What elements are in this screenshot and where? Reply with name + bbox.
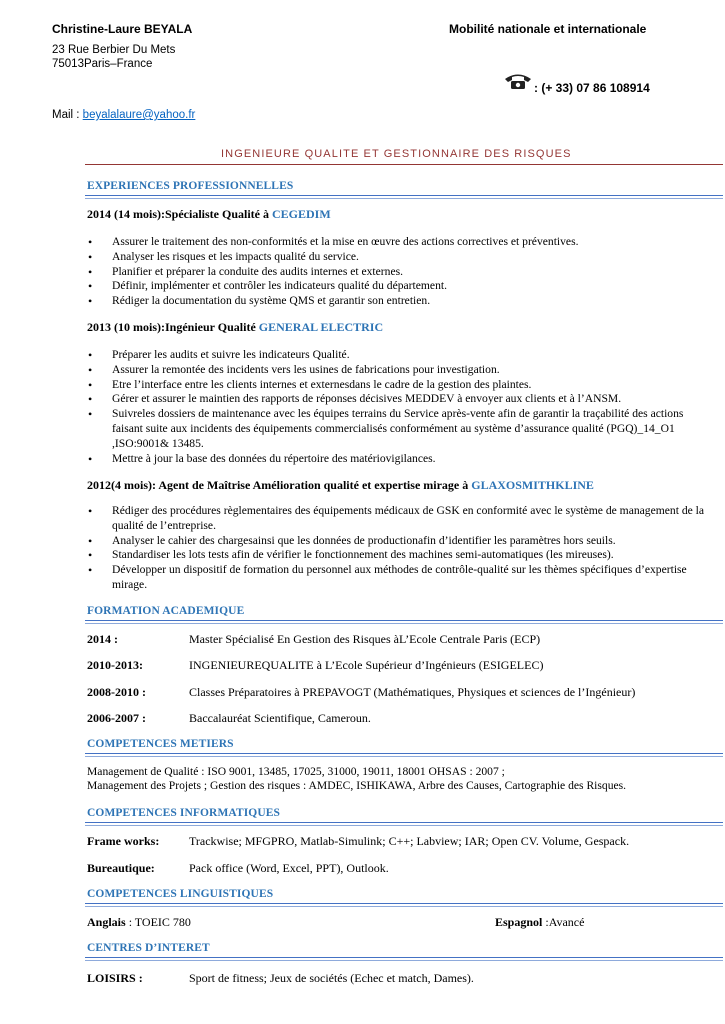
mobility-text: Mobilité nationale et internationale: [449, 22, 647, 36]
list-item: • Assurer le traitement des non-conformités et la mise en œuvre des actions correctives et préventives.: [85, 235, 715, 250]
address-line-1: 23 Rue Berbier Du Mets: [52, 44, 176, 56]
job-3-bullets: [85, 504, 715, 593]
espagnol-value: :Avancé: [542, 915, 585, 929]
formation-text-2: INGENIEUREQUALITE à L’Ecole Supérieur d’Ingénieurs (ESIGELEC): [189, 658, 544, 672]
address-line-2: 75013Paris–France: [52, 58, 153, 70]
list-item: • Assurer la remontée des incidents vers les usines de fabrications pour investigation.: [85, 363, 715, 378]
metiers-line-1: Management de Qualité : ISO 9001, 13485, 17025, 31000, 19011, 18001 OHSAS : 2007 ;: [87, 765, 505, 778]
list-item: • Rédiger des procédures règlementaires des équipements médicaux de GSK en conformité avec le système de management de la qualité de l’entreprise.: [85, 504, 715, 534]
frameworks-text: Trackwise; MFGPRO, Matlab-Simulink; C++; Labview; IAR; Open CV. Volume, Gespack.: [189, 834, 630, 848]
list-item: • Standardiser les lots tests afin de vérifier le fonctionnement des machines semi-automatiques (les mireuses).: [85, 548, 715, 563]
job-title-1-text: 2014 (14 mois):Spécialiste Qualité à: [87, 207, 272, 221]
formation-text-3: Classes Préparatoires à PREPAVOGT (Mathématiques, Physiques et sciences de l’Ingénieur): [189, 685, 636, 699]
job-company-2: GENERAL ELECTRIC: [258, 320, 384, 334]
mail-label: Mail :: [52, 109, 83, 121]
formation-year-1: 2014 :: [87, 632, 118, 646]
job-title-2-text: 2013 (10 mois):Ingénieur Qualité: [87, 320, 259, 334]
list-item: • Gérer et assurer le maintien des rapports de réponses décisives MEDDEV à envoyer aux clients et à l’ANSM.: [85, 392, 715, 407]
bureautique-label: Bureautique:: [87, 861, 155, 875]
list-item: • Mettre à jour la base des données du répertoire des matériovigilances.: [85, 452, 715, 467]
job-title-2: [87, 320, 383, 335]
list-item: • Planifier et préparer la conduite des audits internes et externes.: [85, 265, 715, 280]
list-item: • Etre l’interface entre les clients internes et externesdans le cadre de la gestion des plaintes.: [85, 378, 715, 393]
interets-heading: CENTRES D’INTERET: [87, 942, 210, 954]
formation-year-3: 2008-2010 :: [87, 685, 146, 699]
formation-year-4: 2006-2007 :: [87, 711, 146, 725]
job-title-3-text: 2012(4 mois): Agent de Maîtrise Amélioration qualité et expertise mirage à: [87, 478, 472, 492]
metiers-heading: COMPETENCES METIERS: [87, 738, 234, 750]
informatiques-rule: [85, 822, 723, 826]
job-1-bullets: [85, 235, 715, 309]
metiers-line-2: Management des Projets ; Gestion des risques : AMDEC, ISHIKAWA, Arbre des Causes, Cartographie des Risques.: [87, 779, 627, 792]
formation-year-2: 2010-2013:: [87, 658, 143, 672]
formation-heading: FORMATION ACADEMIQUE: [87, 605, 245, 617]
interets-rule: [85, 957, 723, 961]
list-item: • Définir, implémenter et contrôler les indicateurs qualité du département.: [85, 279, 715, 294]
list-item: • Développer un dispositif de formation du personnel aux méthodes de contrôle-qualité sur les thèmes spécifiques d’expertise mirage.: [85, 563, 715, 593]
anglais-row: [87, 915, 191, 930]
loisirs-text: Sport de fitness; Jeux de sociétés (Echec et match, Dames).: [189, 971, 474, 985]
list-item: • Rédiger la documentation du système QMS et garantir son entretien.: [85, 294, 715, 309]
mail-row: [52, 109, 195, 121]
job-title-1: [87, 207, 331, 222]
job-title-3: [87, 478, 594, 493]
experience-heading: EXPERIENCES PROFESSIONNELLES: [87, 180, 294, 192]
job-company-1: CEGEDIM: [271, 207, 331, 221]
linguistiques-rule: [85, 903, 723, 907]
espagnol-row: [495, 915, 584, 930]
mail-link[interactable]: beyalalaure@yahoo.fr: [82, 109, 196, 121]
frameworks-label: Frame works:: [87, 834, 160, 848]
title-rule: [85, 164, 723, 165]
anglais-value: : TOEIC 780: [125, 915, 191, 929]
candidate-name: Christine-Laure BEYALA: [52, 22, 193, 36]
telephone-icon: [503, 72, 533, 94]
job-2-bullets: [85, 348, 715, 466]
bureautique-text: Pack office (Word, Excel, PPT), Outlook.: [189, 861, 389, 875]
anglais-label: Anglais: [87, 915, 126, 929]
document-title: INGENIEURE QUALITE ET GESTIONNAIRE DES RISQUES: [221, 148, 572, 160]
linguistiques-heading: COMPETENCES LINGUISTIQUES: [87, 888, 274, 900]
metiers-rule: [85, 753, 723, 757]
list-item: • Analyser le cahier des chargesainsi que les données de productionafin d’identifier les paramètres hors seuils.: [85, 534, 715, 549]
formation-text-1: Master Spécialisé En Gestion des Risques àL’Ecole Centrale Paris (ECP): [189, 632, 541, 646]
formation-text-4: Baccalauréat Scientifique, Cameroun.: [189, 711, 371, 725]
list-item: • Analyser les risques et les impacts qualité du service.: [85, 250, 715, 265]
list-item: • Suivreles dossiers de maintenance avec les équipes terrains du Service après-vente afin de garantir la traçabilité des actions faisant suite aux incidents des équipements commercialisés conformément au système d’assurance qualité (PGQ)_14_O1 ,ISO:9001& 13485.: [85, 407, 715, 451]
phone-number: : (+ 33) 07 86 108914: [534, 81, 650, 95]
espagnol-label: Espagnol: [495, 915, 543, 929]
job-company-3: GLAXOSMITHKLINE: [471, 478, 594, 492]
informatiques-heading: COMPETENCES INFORMATIQUES: [87, 807, 281, 819]
experience-rule: [85, 195, 723, 199]
formation-rule: [85, 620, 723, 624]
loisirs-label: LOISIRS :: [87, 971, 143, 985]
list-item: • Préparer les audits et suivre les indicateurs Qualité.: [85, 348, 715, 363]
